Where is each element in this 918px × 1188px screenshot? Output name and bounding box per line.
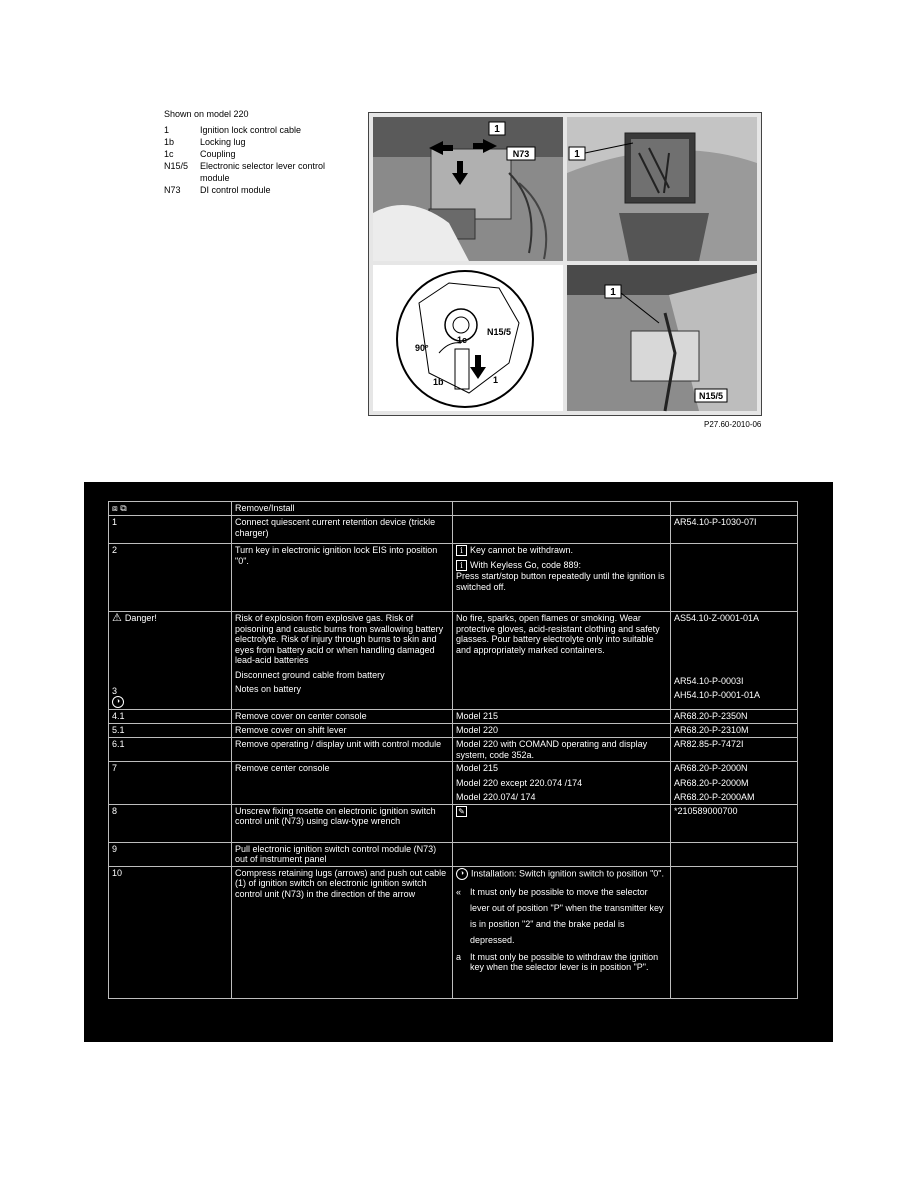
label-1: 1 bbox=[493, 375, 499, 385]
legend-item: N73 DI control module bbox=[164, 185, 271, 195]
label-n73: N73 bbox=[512, 149, 530, 159]
table-row bbox=[109, 502, 798, 516]
table-row: ⚠ Danger! 3 ◑ Risk of explosion from explosive gas. Risk of poisoning and caustic burns from swallowing battery electrolyte. Risk of injury through burns to skin and eyes from battery acid or when handling damaged lead-acid batteries Disconnect ground cable from battery Notes on battery No fire, sparks, open flames or smoking. Wear protective gloves, acid-resistant clothing and safety glasses. Pour battery electrolyte only into suitable and appropriately marked containers. AS54.10-Z-0001-01A AR54.10-P-0003I AH54.10-P-0001-01A bbox=[109, 612, 798, 710]
legend-caption: Shown on model 220 bbox=[164, 109, 249, 119]
info-icon: i bbox=[456, 545, 467, 556]
procedure-panel bbox=[84, 482, 833, 1042]
label-n155: N15/5 bbox=[698, 391, 724, 401]
procedure-table bbox=[108, 501, 798, 999]
notes-icon: ◑ bbox=[112, 696, 124, 708]
label-angle: 90° bbox=[415, 343, 429, 353]
table-row: 8 Unscrew fixing rosette on electronic ignition switch control unit (N73) using claw-type wrench ✎ *210589000700 bbox=[109, 804, 798, 842]
label-1: 1 bbox=[574, 149, 580, 160]
legend-item: 1c Coupling bbox=[164, 149, 236, 159]
label-1c: 1c bbox=[457, 335, 468, 345]
table-row: 4.1 Remove cover on center console Model 215 AR68.20-P-2350N bbox=[109, 710, 798, 724]
figure-legend bbox=[164, 108, 350, 196]
component-photos bbox=[368, 112, 762, 416]
special-tool-icon: ✎ bbox=[456, 806, 467, 817]
info-icon: i bbox=[456, 560, 467, 571]
photo-collage bbox=[369, 113, 761, 415]
legend-item: 1b Locking lug bbox=[164, 137, 246, 147]
label-1: 1 bbox=[610, 287, 616, 298]
remove-install-icons: ⧈ ⧉ bbox=[109, 502, 232, 516]
table-row: 10 Compress retaining lugs (arrows) and push out cable (1) of ignition switch on electronic ignition switch control unit (N73) in the direction of the arrow ◑ Installation: Switch ignition switch to position "0". « It must only be possible to move the selector lever out of position "P" when the transmitter key is in position "2" and the brake pedal is depressed. a It must only be possible to withdraw the ignition key when the selector lever is in position "P". bbox=[109, 866, 798, 998]
table-row: 2 Turn key in electronic ignition lock EIS into position "0". i Key cannot be withdrawn. i With Keyless Go, code 889: Press start/stop button repeatedly until the ignition is switched off. bbox=[109, 544, 798, 612]
notes-icon: ◑ bbox=[456, 868, 468, 880]
table-row: 5.1 Remove cover on shift lever Model 220 AR68.20-P-2310M bbox=[109, 724, 798, 738]
legend-item: N15/5 Electronic selector lever control module bbox=[164, 161, 326, 183]
figure-id: P27.60-2010-06 bbox=[704, 420, 762, 429]
table-row: 7 Remove center console Model 215 Model 220 except 220.074 /174 Model 220.074/ 174 AR68.20-P-2000N AR68.20-P-2000M AR68.20-P-2000AM bbox=[109, 762, 798, 805]
table-row: 1 Connect quiescent current retention device (trickle charger) AR54.10-P-1030-07I bbox=[109, 516, 798, 544]
warning-icon: ⚠ bbox=[112, 612, 122, 624]
label-1b: 1b bbox=[433, 377, 444, 387]
label-n155: N15/5 bbox=[487, 327, 512, 337]
table-row: 6.1 Remove operating / display unit with control module Model 220 with COMAND operating and display system, code 352a. AR82.85-P-7472I bbox=[109, 738, 798, 762]
table-title: Remove/Install bbox=[232, 502, 453, 516]
label-1: 1 bbox=[494, 124, 500, 135]
table-row: 9 Pull electronic ignition switch control module (N73) out of instrument panel bbox=[109, 842, 798, 866]
legend-item: 1 Ignition lock control cable bbox=[164, 125, 302, 135]
